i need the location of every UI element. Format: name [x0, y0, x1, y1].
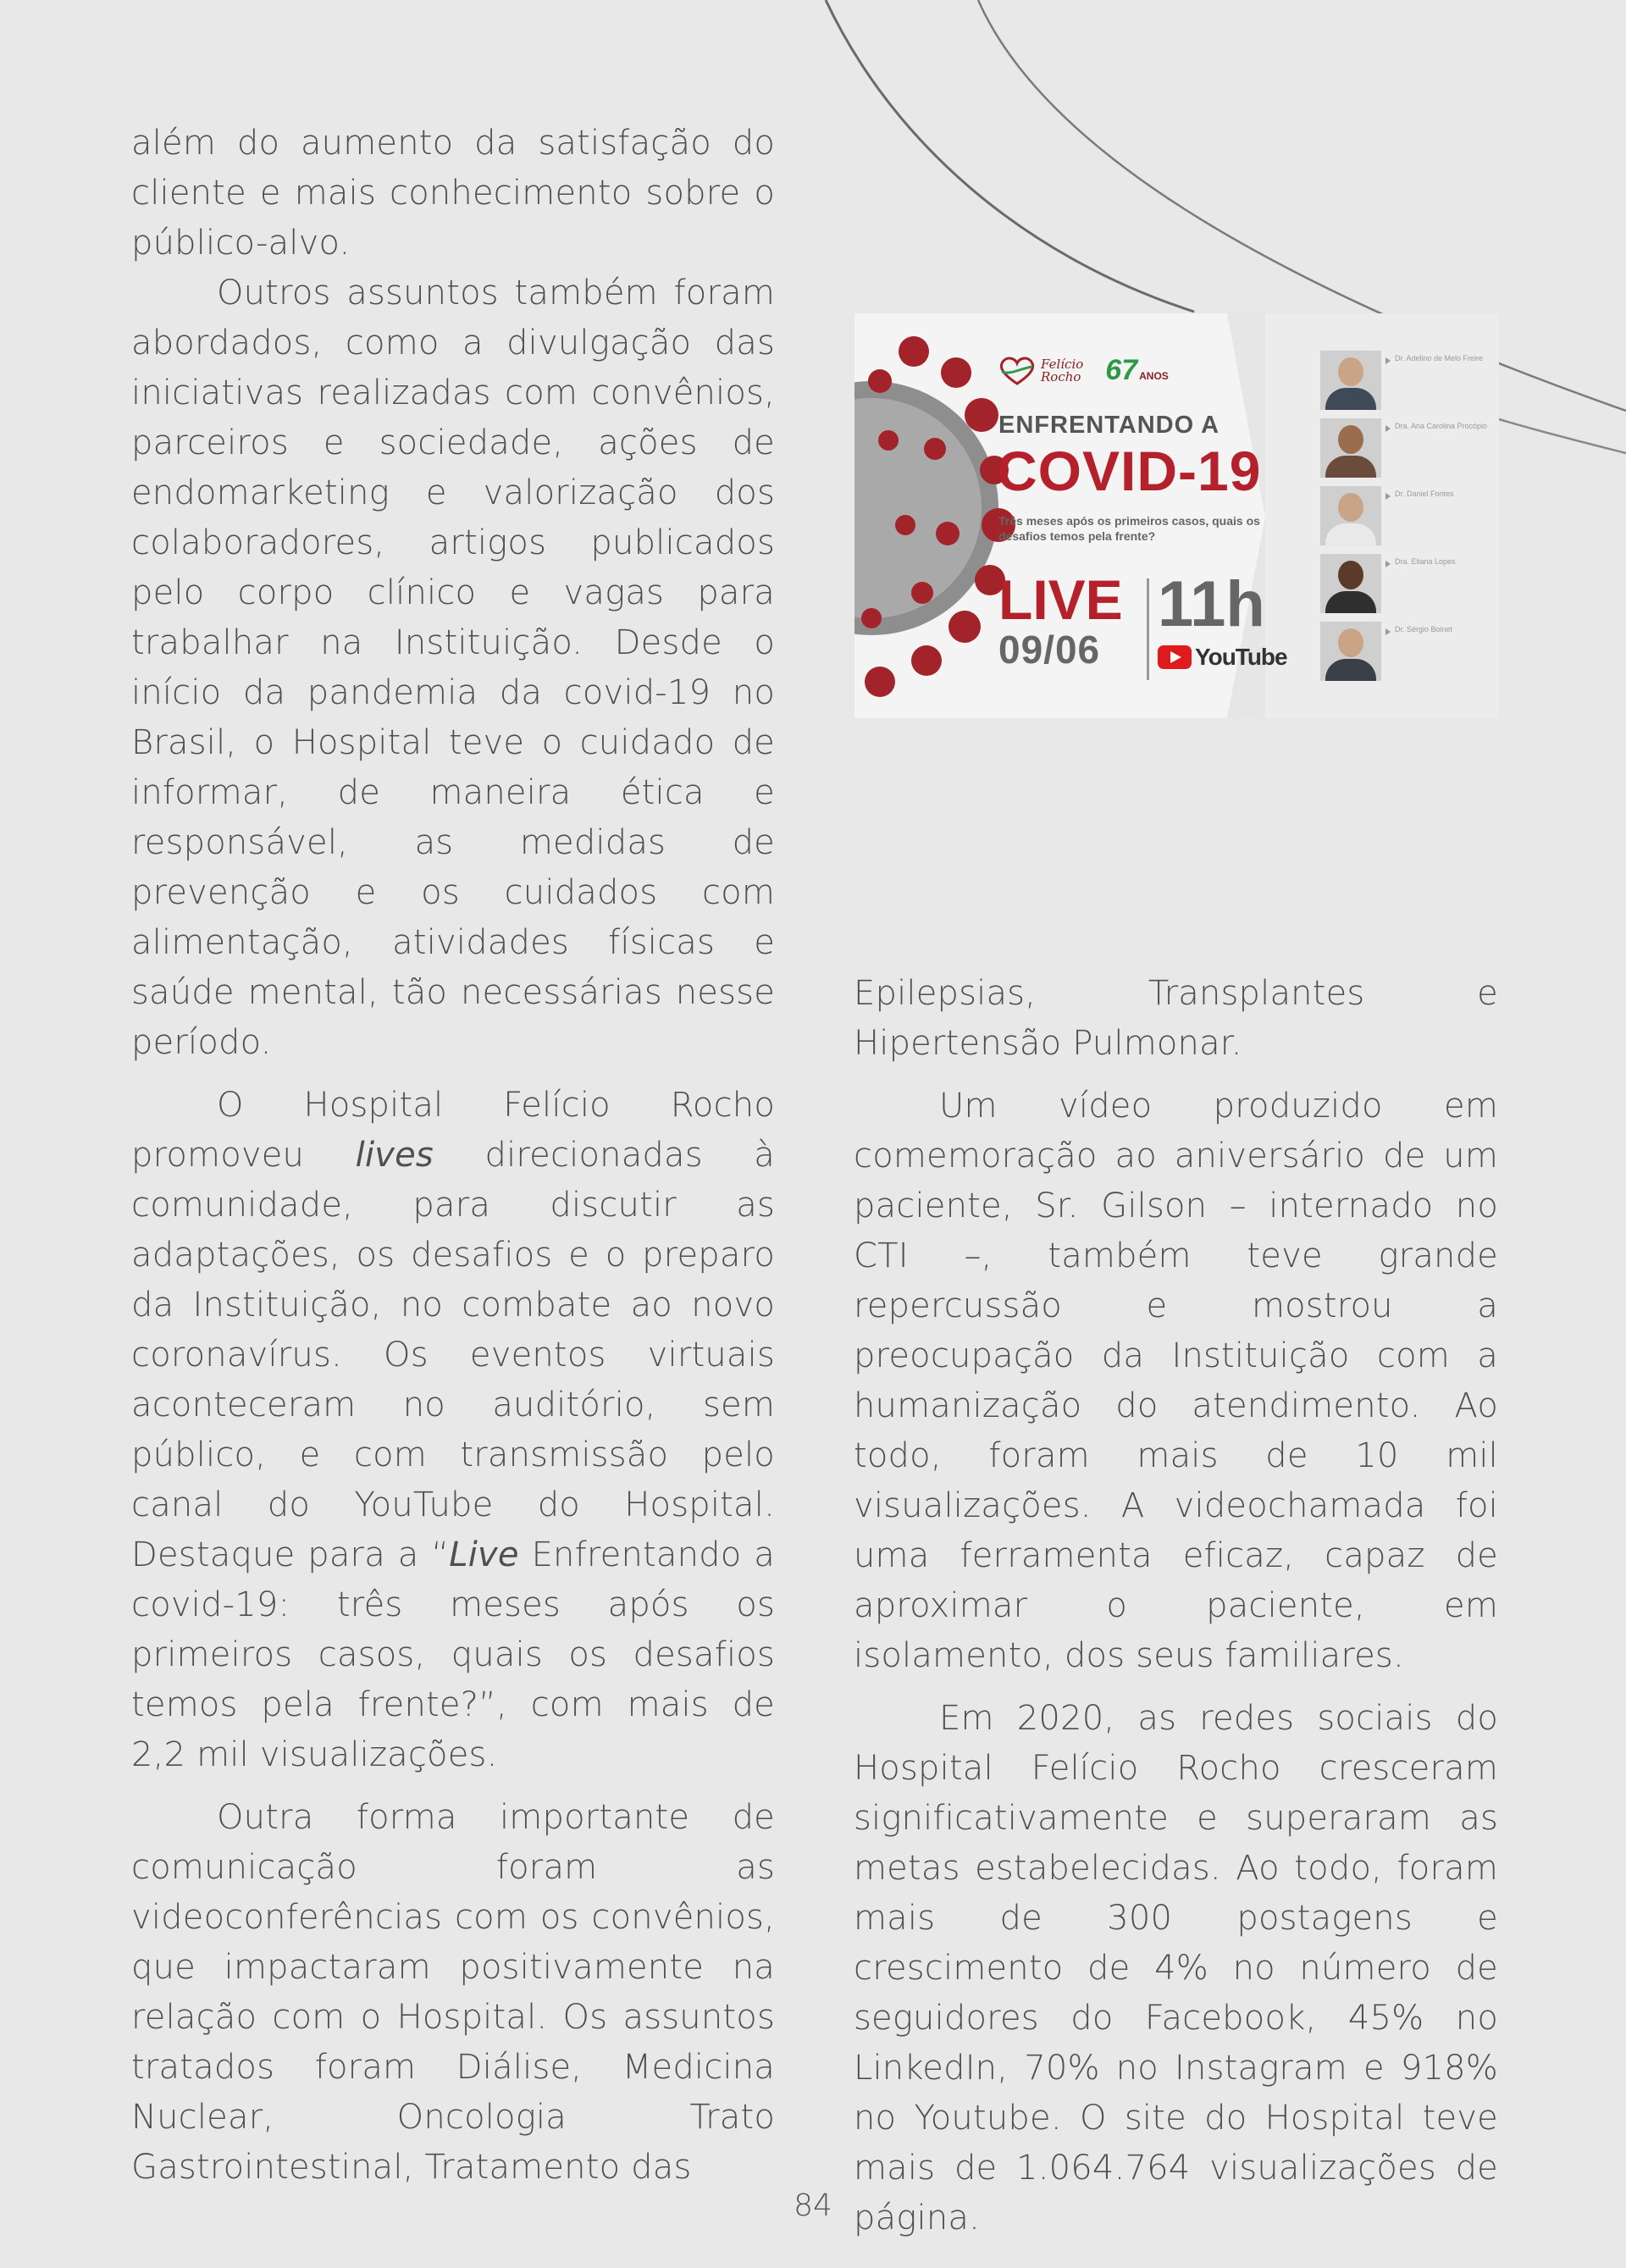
doctor-photo-5: [1320, 622, 1381, 681]
logo-line-2: Rocho: [1041, 368, 1081, 384]
youtube-wordmark: YouTube: [1195, 644, 1287, 670]
youtube-play-icon: [1158, 645, 1192, 669]
anniversary-number: 67: [1105, 354, 1138, 386]
paragraph-lives: [131, 1081, 775, 1780]
doctor-name-5: Dr. Sérgio Boinet: [1395, 625, 1453, 633]
youtube-logo: [1158, 644, 1287, 671]
doctors-panel: [1265, 313, 1499, 718]
arrow-icon: [1385, 628, 1391, 635]
text-segment: O Hospital Felício Rocho promoveu: [131, 1086, 775, 1175]
italic-live: Live: [449, 1535, 519, 1574]
paragraph-redes-sociais: Em 2020, as redes sociais do Hospital Felício Rocho cresceram significativamente e superaram as metas estabelecidas. Ao todo, foram mais de 300 postagens e crescimento de 4% no número de seguidores do Facebook, 45% no LinkedIn, 70% no Instagram e 918% no Youtube. O site do Hospital teve mais de 1.064.764 visualizações de página.: [854, 1699, 1498, 2238]
banner-hour: 11h: [1158, 568, 1265, 640]
doctor-photo-3: [1320, 486, 1381, 545]
italic-lives: lives: [355, 1136, 434, 1175]
live-covid-banner: [854, 313, 1499, 718]
arrow-icon: [1385, 357, 1391, 364]
doctor-name-2: Dra. Ana Carolina Procópio: [1395, 422, 1488, 430]
paragraph-video-gilson: Um vídeo produzido em comemoração ao aniversário de um paciente, Sr. Gilson – internado no CTI –, também teve grande repercussão e mostrou a preocupação da Instituição com a humanização do atendimento. Ao todo, foram mais de 10 mil visualizações. A videochamada foi uma ferramenta eficaz, capaz de aproximar o paciente, em isolamento, dos seus familiares.: [854, 1087, 1498, 1675]
hospital-logo-row: [998, 354, 1169, 387]
paragraph-epilepsias: Epilepsias, Transplantes e Hipertensão Pulmonar.: [854, 974, 1498, 1063]
doctor-photo-1: [1320, 351, 1381, 410]
banner-live: LIVE: [998, 568, 1123, 631]
heart-logo-icon: [998, 357, 1036, 385]
doctor-photo-4: [1320, 554, 1381, 613]
arrow-icon: [1385, 425, 1391, 432]
banner-subtitle: Três meses após os primeiros casos, quais os desafios temos pela frente?: [998, 514, 1260, 543]
doctor-name-4: Dra. Eliana Lopes: [1395, 557, 1456, 566]
doctor-name-3: Dr. Daniel Fontes: [1395, 490, 1454, 498]
banner-divider: [1147, 578, 1149, 680]
left-column: [131, 119, 775, 2193]
banner-title-big: COVID-19: [997, 440, 1262, 502]
arrow-icon: [1385, 493, 1391, 500]
doctor-name-1: Dr. Adelino de Melo Freire: [1395, 354, 1484, 362]
anniversary-label: ANOS: [1139, 370, 1169, 382]
paragraph-satisfacao: além do aumento da satisfação do cliente e mais conhecimento sobre o público-alvo.: [131, 124, 775, 263]
arrow-icon: [1385, 561, 1391, 567]
logo-line-1: Felício: [1041, 356, 1084, 372]
text-segment: Enfrentando a covid-19: três meses após os primeiros casos, quais os desafios temos pela frente?”, com mais de 2,2 mil visualizações.: [131, 1535, 775, 1774]
right-column: [854, 969, 1498, 2243]
text-segment: direcionadas à comunidade, para discutir as adaptações, os desafios e o preparo da Instituição, no combate ao novo coronavírus. Os eventos virtuais aconteceram no auditório, sem público, e com transmissão pelo canal do YouTube do Hospital. Destaque para a “: [131, 1136, 775, 1574]
paragraph-outros-assuntos: Outros assuntos também foram abordados, como a divulgação das iniciativas realizadas com convênios, parceiros e sociedade, ações de endomarketing e valorização dos colaboradores, artigos publicados pelo corpo clínico e vagas para trabalhar na Instituição. Desde o início da pandemia da covid-19 no Brasil, o Hospital teve o cuidado de informar, de maneira ética e responsável, as medidas de prevenção e os cuidados com alimentação, atividades físicas e saúde mental, tão necessárias nesse período.: [131, 274, 775, 1062]
doctor-photo-2: [1320, 418, 1381, 478]
paragraph-videoconferencias: Outra forma importante de comunicação foram as videoconferências com os convênios, que impactaram positivamente na relação com o Hospital. Os assuntos tratados foram Diálise, Medicina Nuclear, Oncologia Trato Gastrointestinal, Tratamento das: [131, 1798, 775, 2187]
page-number: 84: [794, 2188, 832, 2223]
banner-date: 09/06: [998, 628, 1101, 672]
banner-title-small: ENFRENTANDO A: [998, 412, 1220, 439]
anniversary-badge: [1105, 354, 1169, 387]
